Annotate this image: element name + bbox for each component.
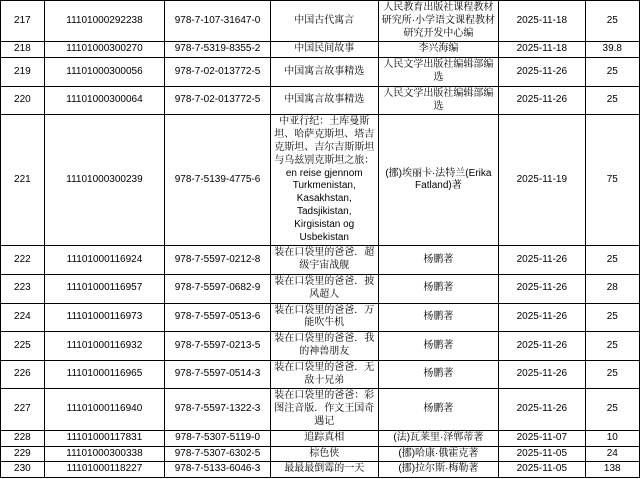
row-isbn: 978-7-5597-0212-8 [165,246,271,275]
row-date: 2025-11-26 [499,303,585,332]
table-row[interactable] [1,274,640,303]
row-id: 230 [1,462,45,478]
table-row[interactable] [1,246,640,275]
row-code: 11101000116932 [44,332,165,361]
row-title: 追踪真相 [270,430,378,446]
row-date: 2025-11-26 [499,274,585,303]
row-price: 10 [585,430,639,446]
row-price: 25 [585,332,639,361]
row-date: 2025-11-26 [499,86,585,115]
table-row[interactable] [1,430,640,446]
row-isbn: 978-7-5307-5119-0 [165,430,271,446]
row-date: 2025-11-26 [499,389,585,430]
row-author: 人民教育出版社课程教材研究所·小学语文课程教材研究开发中心编 [378,1,499,42]
row-id: 224 [1,303,45,332]
row-author: (挪)哈康·俄霍克著 [378,446,499,462]
row-author: (挪)拉尔斯·梅勒著 [378,462,499,478]
row-date: 2025-11-26 [499,246,585,275]
row-author: 杨鹏著 [378,360,499,389]
row-isbn: 978-7-5597-0213-5 [165,332,271,361]
row-code: 11101000292238 [44,1,165,42]
row-date: 2025-11-05 [499,462,585,478]
row-id: 223 [1,274,45,303]
table-row[interactable] [1,42,640,58]
row-title: 装在口袋里的爸爸：彩图注音版．作文王国奇遇记 [270,389,378,430]
row-isbn: 978-7-5597-0682-9 [165,274,271,303]
row-id: 217 [1,1,45,42]
table-row[interactable] [1,303,640,332]
table-row[interactable] [1,360,640,389]
row-title: 中亚行纪：土库曼斯坦、哈萨克斯坦、塔吉克斯坦、吉尔吉斯斯坦与乌兹别克斯坦之旅：en reise gjennom Turkmenistan, Kasakhstan, Tadsjikistan, Kirgisistan og Usbekistan [270,115,378,246]
row-date: 2025-11-26 [499,360,585,389]
row-title: 中国寓言故事精选 [270,86,378,115]
row-title: 装在口袋里的爸爸．超级宇宙战舰 [270,246,378,275]
row-price: 25 [585,86,639,115]
row-date: 2025-11-19 [499,115,585,246]
table-row[interactable] [1,86,640,115]
row-price: 25 [585,246,639,275]
row-isbn: 978-7-107-31647-0 [165,1,271,42]
row-title: 最最最倒霉的一天 [270,462,378,478]
table-row[interactable] [1,115,640,246]
row-title: 中国民间故事 [270,42,378,58]
row-code: 11101000116957 [44,274,165,303]
row-author: (法)瓦莱里·泽郸蒂著 [378,430,499,446]
row-title: 中国寓言故事精选 [270,58,378,87]
row-title: 装在口袋里的爸爸．万能吹牛机 [270,303,378,332]
row-price: 75 [585,115,639,246]
row-id: 222 [1,246,45,275]
row-id: 227 [1,389,45,430]
row-isbn: 978-7-5319-8355-2 [165,42,271,58]
row-price: 25 [585,1,639,42]
row-code: 11101000300064 [44,86,165,115]
row-id: 221 [1,115,45,246]
row-isbn: 978-7-02-013772-5 [165,58,271,87]
row-price: 39.8 [585,42,639,58]
row-id: 219 [1,58,45,87]
row-author: 杨鹏著 [378,303,499,332]
row-isbn: 978-7-02-013772-5 [165,86,271,115]
row-price: 24 [585,446,639,462]
row-author: 杨鹏著 [378,274,499,303]
row-author: 人民文学出版社编辑部编选 [378,86,499,115]
table-row[interactable] [1,462,640,478]
row-date: 2025-11-05 [499,446,585,462]
table-row[interactable] [1,389,640,430]
row-isbn: 978-7-5597-1322-3 [165,389,271,430]
row-author: 李兴海编 [378,42,499,58]
row-code: 11101000116924 [44,246,165,275]
row-price: 138 [585,462,639,478]
row-title: 装在口袋里的爸爸．无敌十兄弟 [270,360,378,389]
row-date: 2025-11-07 [499,430,585,446]
row-code: 11101000300239 [44,115,165,246]
row-id: 220 [1,86,45,115]
row-author: 人民文学出版社编辑部编选 [378,58,499,87]
table-body [1,1,640,478]
row-code: 11101000116973 [44,303,165,332]
row-isbn: 978-7-5597-0513-6 [165,303,271,332]
row-isbn: 978-7-5597-0514-3 [165,360,271,389]
row-code: 11101000300338 [44,446,165,462]
row-date: 2025-11-26 [499,332,585,361]
row-code: 11101000118227 [44,462,165,478]
row-code: 11101000117831 [44,430,165,446]
row-title: 中国古代寓言 [270,1,378,42]
row-price: 25 [585,360,639,389]
row-date: 2025-11-26 [499,58,585,87]
row-date: 2025-11-18 [499,1,585,42]
row-code: 11101000116940 [44,389,165,430]
row-price: 25 [585,58,639,87]
row-id: 218 [1,42,45,58]
row-author: 杨鹏著 [378,332,499,361]
row-isbn: 978-7-5307-6302-5 [165,446,271,462]
row-price: 28 [585,274,639,303]
row-id: 225 [1,332,45,361]
table-row[interactable] [1,1,640,42]
row-id: 228 [1,430,45,446]
table-row[interactable] [1,332,640,361]
table-row[interactable] [1,446,640,462]
row-code: 11101000116965 [44,360,165,389]
row-code: 11101000300270 [44,42,165,58]
row-isbn: 978-7-5139-4775-6 [165,115,271,246]
row-price: 25 [585,389,639,430]
row-author: (挪)埃丽卡·法特兰(Erika Fatland)著 [378,115,499,246]
row-title: 装在口袋里的爸爸．披风超人 [270,274,378,303]
table-row[interactable] [1,58,640,87]
row-code: 11101000300056 [44,58,165,87]
row-title: 棕色侠 [270,446,378,462]
row-id: 226 [1,360,45,389]
row-author: 杨鹏著 [378,246,499,275]
row-isbn: 978-7-5133-6046-3 [165,462,271,478]
row-price: 25 [585,303,639,332]
row-id: 229 [1,446,45,462]
row-title: 装在口袋里的爸爸．我的神兽朋友 [270,332,378,361]
row-author: 杨鹏著 [378,389,499,430]
row-date: 2025-11-18 [499,42,585,58]
